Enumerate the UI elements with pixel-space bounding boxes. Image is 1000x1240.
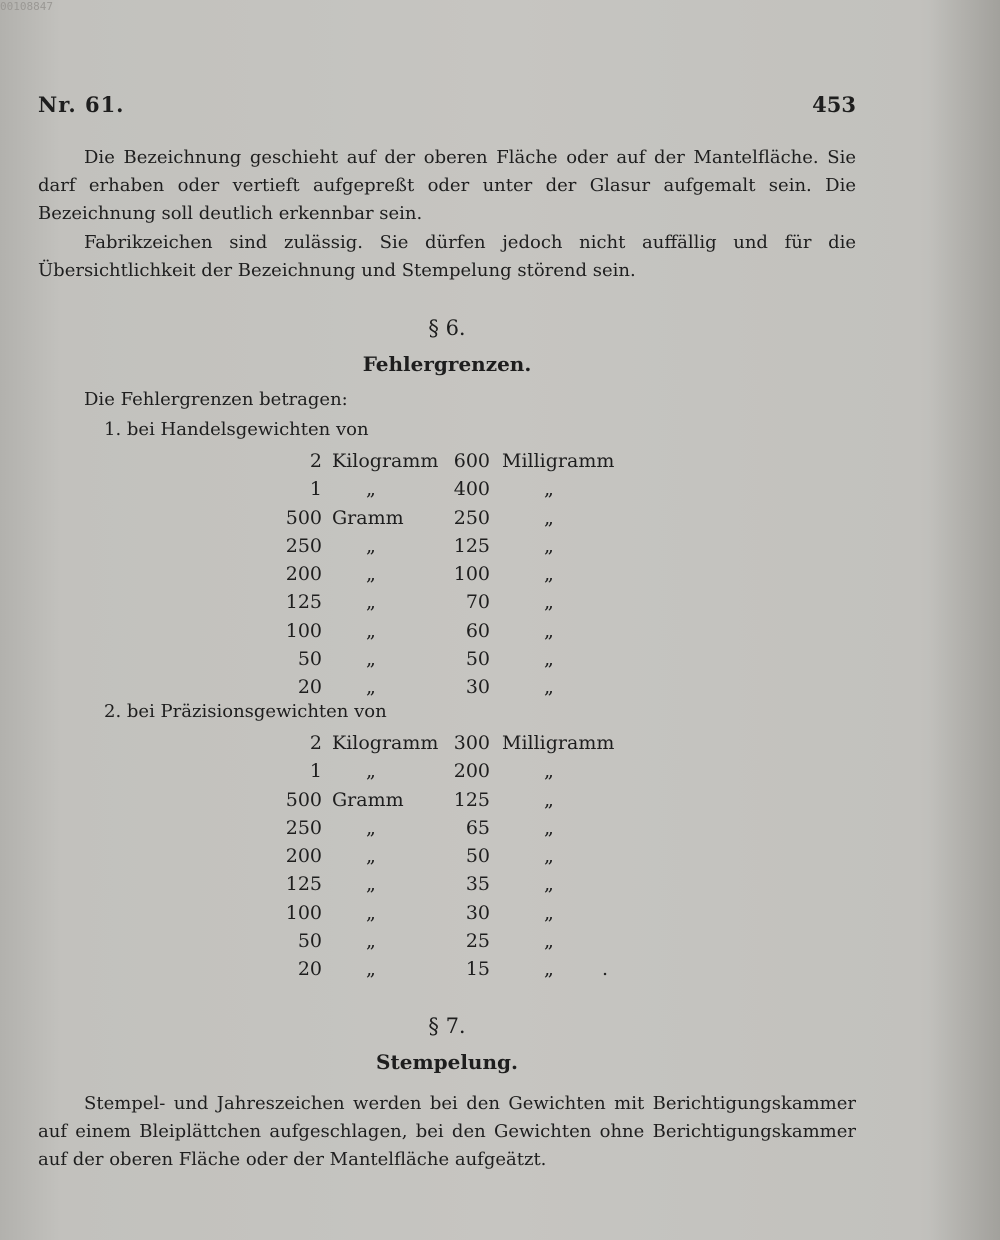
weight-value: 50 [297, 648, 322, 671]
list-item-label: 2. bei Präzisionsgewichten von [104, 701, 387, 722]
paragraph-manufacturer-mark: Fabrikzeichen sind zulässig. Sie dürfen jedoch nicht auffällig und für die Übersichtlichkeit der Bezeichnung und Stempelung störend sein. [38, 232, 856, 281]
weight-unit: „ [366, 845, 376, 868]
weight-value: 50 [297, 930, 322, 953]
error-limit-unit: „ [544, 619, 554, 642]
error-limit-value: 15 [465, 958, 490, 981]
weight-unit: „ [366, 873, 376, 896]
table-row [0, 447, 1000, 475]
table-row [0, 757, 1000, 785]
page-header [38, 92, 856, 122]
weight-value: 250 [285, 816, 322, 839]
weight-unit: Gramm [332, 788, 404, 811]
error-limit-value: 25 [465, 930, 490, 953]
weight-unit: „ [366, 816, 376, 839]
section-heading: Stempelung. [376, 1050, 518, 1074]
error-limit-unit: „ [544, 648, 554, 671]
error-limit-value: 30 [465, 901, 490, 924]
weight-value: 200 [285, 845, 322, 868]
weight-unit: „ [366, 676, 376, 699]
weight-unit: „ [366, 760, 376, 783]
weight-value: 500 [285, 506, 322, 529]
law-number: Nr. 61. [38, 92, 125, 117]
weight-unit: „ [366, 478, 376, 501]
table-row [0, 617, 1000, 645]
section-intro: Die Fehlergrenzen betragen: [84, 389, 348, 410]
error-limit-unit: „ [544, 901, 554, 924]
error-limit-value: 125 [453, 788, 490, 811]
error-limit-unit: „ [544, 478, 554, 501]
table-row [0, 927, 1000, 955]
table-row [0, 842, 1000, 870]
weight-value: 20 [297, 958, 322, 981]
error-limit-unit: „ [544, 816, 554, 839]
error-limit-value: 30 [465, 676, 490, 699]
weight-unit: „ [366, 591, 376, 614]
table-row [0, 475, 1000, 503]
error-limit-value: 600 [453, 450, 490, 472]
error-limit-value: 35 [465, 873, 490, 896]
error-limit-unit: „ [544, 563, 554, 586]
table-row [0, 560, 1000, 588]
error-limit-unit: „ [544, 591, 554, 614]
table-row [0, 955, 1000, 983]
weight-value: 250 [285, 534, 322, 557]
weight-value: 2 [309, 450, 322, 472]
paragraph-marking: Die Bezeichnung geschieht auf der oberen Fläche oder auf der Mantelfläche. Sie darf erhaben oder vertieft aufgepreßt oder unter der Glasur aufgemalt sein. Die Bezeichnung soll deutlich erkennbar sein. [38, 147, 856, 224]
end-mark: . [602, 958, 609, 981]
weight-value: 200 [285, 563, 322, 586]
weight-unit: „ [366, 958, 376, 981]
error-limit-value: 50 [465, 648, 490, 671]
weight-unit: „ [366, 534, 376, 557]
error-limit-value: 100 [453, 563, 490, 586]
error-limit-unit: „ [544, 930, 554, 953]
weight-value: 2 [309, 732, 322, 754]
error-limit-unit: „ [544, 845, 554, 868]
weight-value: 125 [285, 591, 322, 614]
error-limit-value: 70 [465, 591, 490, 614]
weight-unit: „ [366, 648, 376, 671]
error-limit-unit: „ [544, 760, 554, 783]
table-row [0, 504, 1000, 532]
weight-value: 1 [309, 478, 322, 501]
list-item-label: 1. bei Handelsgewichten von [104, 419, 369, 440]
table-row [0, 899, 1000, 927]
error-limit-value: 65 [465, 816, 490, 839]
weight-unit: „ [366, 901, 376, 924]
scan-id: 00108847 [0, 0, 53, 13]
error-limit-table [0, 729, 1000, 984]
paragraph-stamping: Stempel- und Jahreszeichen werden bei den Gewichten mit Berichtigungskammer auf einem Bleiplättchen aufgeschlagen, bei den Gewichten ohne Berichtigungskammer auf der oberen Fläche oder der Mantelfläche aufgeätzt. [38, 1093, 856, 1170]
table-row [0, 729, 1000, 757]
section-number: § 7. [428, 1014, 466, 1038]
error-limit-unit: Milligramm [502, 732, 615, 754]
error-limit-value: 50 [465, 845, 490, 868]
weight-unit: „ [366, 619, 376, 642]
error-limit-unit: „ [544, 958, 554, 981]
weight-value: 1 [309, 760, 322, 783]
error-limit-unit: „ [544, 534, 554, 557]
table-row [0, 786, 1000, 814]
table-row [0, 673, 1000, 701]
weight-value: 125 [285, 873, 322, 896]
weight-value: 100 [285, 619, 322, 642]
error-limit-value: 400 [453, 478, 490, 501]
error-limit-value: 60 [465, 619, 490, 642]
error-limit-unit: „ [544, 788, 554, 811]
weight-value: 100 [285, 901, 322, 924]
error-limit-value: 200 [453, 760, 490, 783]
weight-unit: Gramm [332, 506, 404, 529]
error-limit-value: 125 [453, 534, 490, 557]
error-limit-value: 300 [453, 732, 490, 754]
table-row [0, 645, 1000, 673]
section-heading: Fehlergrenzen. [362, 352, 532, 376]
error-limit-unit: „ [544, 506, 554, 529]
error-limit-value: 250 [453, 506, 490, 529]
table-row [0, 532, 1000, 560]
weight-unit: Kilogramm [332, 732, 439, 754]
error-limit-unit: „ [544, 873, 554, 896]
weight-unit: „ [366, 930, 376, 953]
weight-value: 20 [297, 676, 322, 699]
error-limit-unit: „ [544, 676, 554, 699]
section-number: § 6. [428, 316, 466, 340]
page-number: 453 [812, 92, 856, 117]
weight-value: 500 [285, 788, 322, 811]
table-row [0, 814, 1000, 842]
error-limit-unit: Milligramm [502, 450, 615, 472]
weight-unit: Kilogramm [332, 450, 439, 472]
error-limit-table [0, 447, 1000, 702]
weight-unit: „ [366, 563, 376, 586]
table-row [0, 588, 1000, 616]
table-row [0, 870, 1000, 898]
